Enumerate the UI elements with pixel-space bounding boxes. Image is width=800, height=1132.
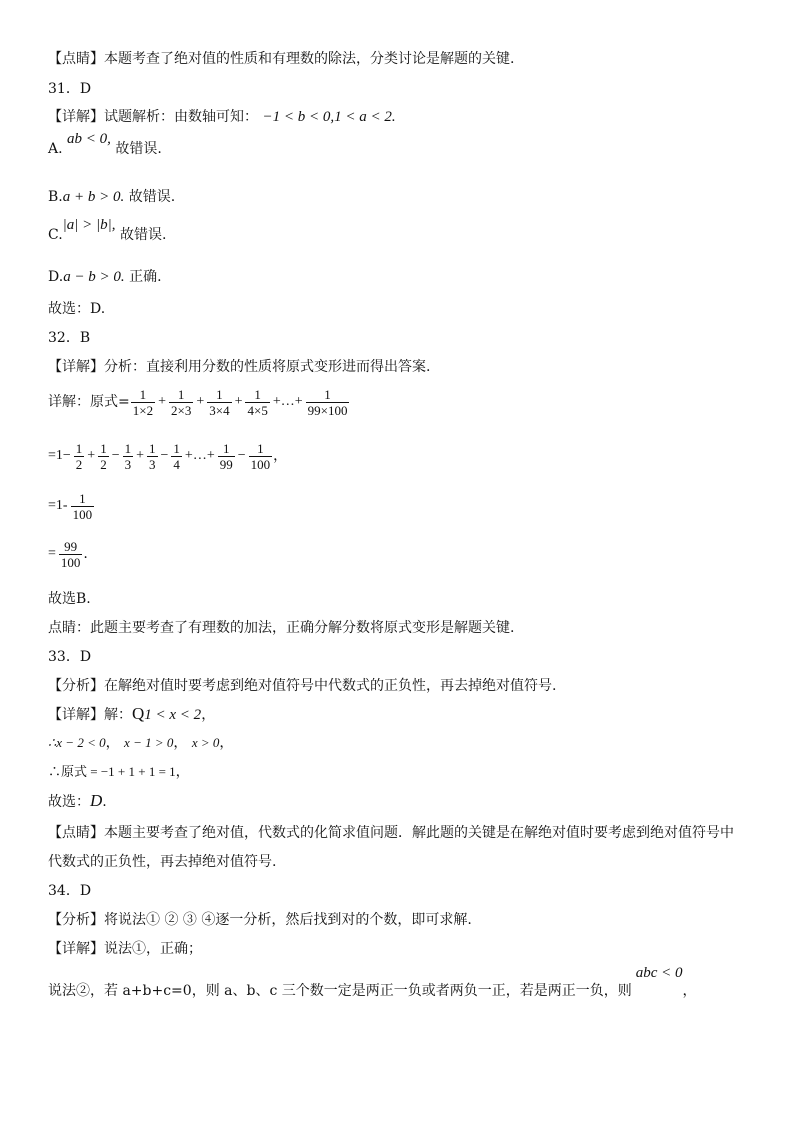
comment-32: 点睛：此题主要考查了有理数的加法，正确分解分数将原式变形是解题关键. (48, 620, 515, 636)
option-b-text: 故错误. (128, 189, 176, 205)
option-a-math: ab < 0, (67, 131, 111, 147)
expression-1-label: 详解：原式= (48, 394, 130, 410)
answer-33: 33．D (48, 649, 92, 665)
answer-31: 31．D (48, 81, 92, 97)
claim-2-text: 说法②，若 a+b+c=0，则 a、b、c 三个数一定是两正一负或者两负一正，若是两正一负，则 (48, 983, 632, 999)
option-a (48, 131, 162, 158)
option-c-text: 故错误. (120, 227, 167, 243)
condition-2: x − 1 > 0 (124, 735, 174, 750)
ellipsis: +…+ (272, 394, 303, 409)
plus-sign: + (158, 394, 166, 409)
answer-32: 32．B (48, 330, 91, 346)
numerator: 1 (222, 440, 230, 456)
fraction (74, 441, 85, 472)
minus-sign: − (160, 448, 169, 463)
expression-3-lead: =1- (48, 498, 68, 513)
fraction (147, 441, 158, 472)
denominator: 3×4 (209, 402, 230, 418)
ellipsis: +…+ (184, 448, 215, 463)
minus-sign: − (111, 448, 120, 463)
expression-3 (48, 488, 95, 524)
expression-2-lead: =1− (48, 448, 71, 463)
detail-33-label: 【详解】解： (48, 707, 132, 723)
choose-33-tail: . (102, 794, 107, 810)
answer-34: 34．D (48, 883, 92, 899)
detail-33-math: 1 < x < 2 (144, 707, 202, 723)
denominator: 3 (124, 456, 132, 472)
plus-sign: + (196, 394, 205, 409)
option-d-math: a − b > 0. (63, 269, 125, 285)
numerator: 1 (75, 440, 83, 456)
numerator: 1 (79, 490, 86, 506)
choose-33-math: D (90, 791, 103, 810)
plus-sign: + (87, 448, 96, 463)
choose-33-label: 故选： (48, 794, 90, 810)
fraction (171, 441, 182, 472)
numerator: 1 (100, 440, 107, 456)
separator: ， (105, 735, 120, 751)
expression-4 (48, 536, 88, 572)
choose-33 (48, 792, 107, 811)
separator: ， (219, 735, 234, 751)
option-c-math: |a| > |b|, (62, 217, 116, 233)
denominator: 100 (60, 554, 81, 570)
comment-33-line-1: 【点睛】本题主要考查了绝对值，代数式的化简求值问题．解此题的关键是在解绝对值时要考虑到绝对值符号中 (48, 825, 734, 841)
numerator: 1 (216, 386, 223, 402)
claim-2 (48, 965, 697, 1000)
fraction (169, 387, 193, 418)
denominator: 3 (149, 456, 156, 472)
choose-32: 故选B. (48, 591, 91, 607)
tip-line-1: 【点睛】本题考查了绝对值的性质和有理数的除法，分类讨论是解题的关键. (48, 51, 515, 67)
separator: ， (173, 735, 188, 751)
numerator: 1 (254, 386, 261, 402)
minus-sign: − (237, 448, 246, 463)
option-a-prefix: A. (48, 141, 63, 157)
claim-2-math: abc < 0 (635, 965, 683, 981)
detail-31-label: 【详解】试题解析：由数轴可知： (48, 109, 258, 125)
numerator: 1 (124, 440, 132, 456)
fraction (123, 441, 134, 472)
denominator: 100 (72, 506, 93, 522)
analysis-33: 【分析】在解绝对值时要考虑到绝对值符号中代数式的正负性，再去掉绝对值符号. (48, 678, 557, 694)
fraction (218, 441, 235, 472)
detail-34: 【详解】说法①，正确； (48, 941, 202, 957)
detail-33-tail: ， (201, 707, 216, 723)
numerator: 99 (64, 538, 78, 554)
fraction (306, 387, 350, 418)
condition-3: x > 0 (191, 735, 220, 750)
detail-32: 【详解】分析：直接利用分数的性质将原式变形进而得出答案. (48, 359, 431, 375)
expression-2-tail: ， (273, 448, 288, 464)
plus-sign: + (136, 448, 145, 463)
numerator: 1 (139, 386, 147, 402)
result-33 (48, 763, 190, 781)
option-d-text: 正确. (129, 269, 162, 285)
plus-sign: + (234, 394, 243, 409)
fraction (207, 387, 231, 418)
analysis-34: 【分析】将说法① ② ③ ④逐一分析，然后找到对的个数，即可求解. (48, 912, 472, 928)
numerator: 1 (173, 440, 180, 456)
expression-1 (48, 384, 350, 420)
option-d-prefix: D. (48, 269, 64, 285)
numerator: 1 (177, 386, 185, 402)
fraction (98, 441, 109, 472)
option-d (48, 268, 162, 286)
option-b-prefix: B. (48, 189, 63, 205)
denominator: 2×3 (170, 402, 192, 418)
denominator: 100 (250, 456, 271, 472)
fraction (131, 387, 155, 418)
fraction (71, 491, 95, 522)
option-b (48, 188, 175, 206)
fraction (245, 387, 269, 418)
numerator: 1 (257, 440, 264, 456)
denominator: 99×100 (307, 402, 348, 418)
result-33-math: ∴原式 = −1 + 1 + 1 = 1 (48, 764, 176, 779)
detail-31 (48, 108, 396, 126)
option-c (48, 217, 167, 244)
expression-4-lead: = (48, 546, 56, 561)
expression-2 (48, 438, 287, 474)
conditions-33 (48, 734, 233, 752)
detail-33 (48, 705, 215, 724)
numerator: 1 (149, 440, 156, 456)
option-c-prefix: C. (48, 227, 63, 243)
option-a-text: 故错误. (115, 141, 162, 157)
fraction (59, 539, 83, 570)
condition-1: ∴x − 2 < 0 (48, 735, 106, 750)
denominator: 2 (75, 456, 83, 472)
denominator: 4×5 (247, 402, 268, 418)
detail-31-math: −1 < b < 0,1 < a < 2. (262, 109, 396, 125)
fraction (249, 441, 273, 472)
expression-4-tail: . (83, 546, 88, 562)
claim-2-tail: ， (682, 983, 697, 999)
denominator: 1×2 (132, 402, 154, 418)
numerator: 1 (324, 386, 331, 402)
denominator: 2 (100, 456, 107, 472)
option-b-math: a + b > 0. (62, 189, 125, 205)
because-symbol: Q (132, 704, 145, 723)
result-33-tail: ， (175, 764, 190, 780)
comment-33-line-2: 代数式的正负性，再去掉绝对值符号. (48, 854, 277, 870)
denominator: 99 (219, 456, 233, 472)
choose-31: 故选：D. (48, 301, 106, 317)
denominator: 4 (173, 456, 180, 472)
